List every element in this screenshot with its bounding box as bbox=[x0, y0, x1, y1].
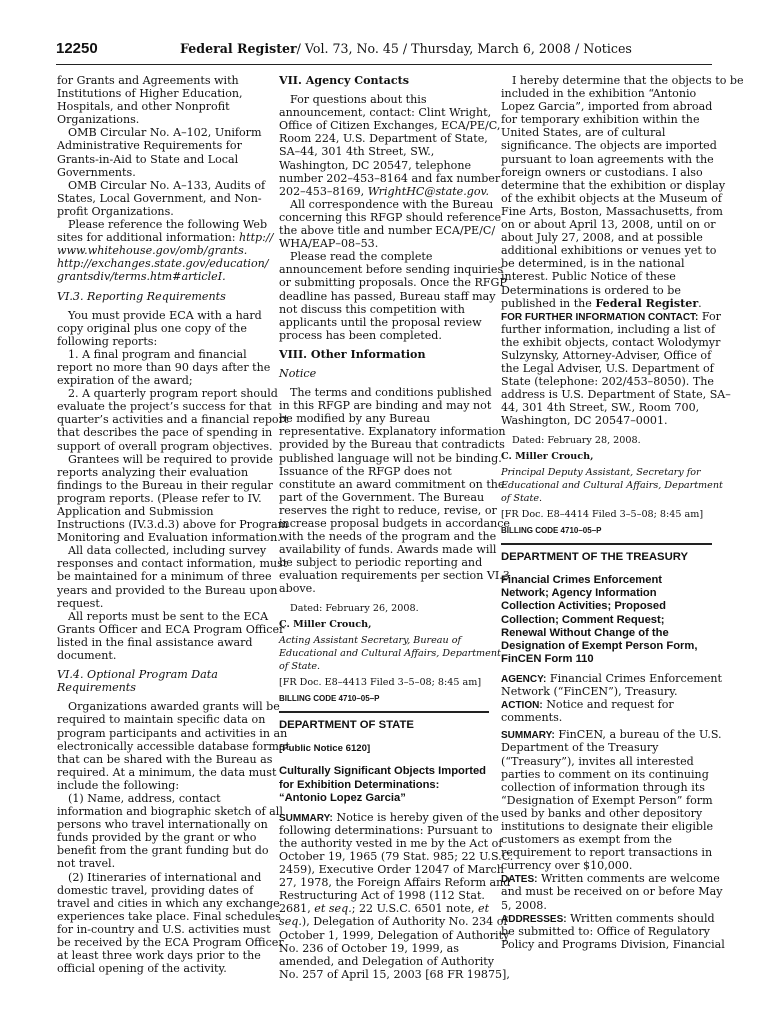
text-line bbox=[501, 297, 712, 310]
text-run: Federal Register bbox=[595, 296, 699, 310]
text-line: State (telephone: 202/453–8050). The bbox=[501, 375, 714, 389]
text-line: comments. bbox=[501, 711, 563, 725]
column-2 bbox=[279, 74, 514, 981]
page-number: 12250 bbox=[56, 40, 98, 57]
text-line: Department of the Treasury bbox=[501, 741, 659, 755]
text-line: document. bbox=[57, 649, 117, 663]
text-line: following determinations: Pursuant to bbox=[279, 823, 493, 837]
text-line: Washington, DC 20547–0001. bbox=[501, 414, 668, 428]
text-line bbox=[501, 309, 721, 323]
text-line: address is U.S. Department of State, SA– bbox=[501, 388, 731, 402]
text-line: copy original plus one copy of the bbox=[57, 321, 247, 335]
text-line bbox=[501, 671, 722, 685]
text-run: Notice and request for bbox=[542, 698, 674, 712]
text-line bbox=[279, 915, 508, 929]
notice-title: Financial Crimes Enforcement bbox=[501, 574, 663, 587]
text-line: for temporary exhibition within the bbox=[501, 113, 700, 127]
text-line: Application and Submission bbox=[57, 505, 214, 518]
text-run: 2681, bbox=[279, 902, 315, 916]
url-link[interactable]: http://exchanges.state.gov/education/ bbox=[57, 257, 269, 271]
text-line: findings to the Bureau in their regular bbox=[57, 478, 273, 492]
divider bbox=[501, 543, 712, 545]
text-line: United States, are of cultural bbox=[501, 126, 666, 140]
header-rule bbox=[56, 64, 712, 65]
text-line: Issuance of the RFGP does not bbox=[279, 464, 452, 478]
text-line: Organizations awarded grants will be bbox=[68, 700, 280, 714]
fr-doc-line: [FR Doc. E8–4413 Filed 3–5–08; 8:45 am] bbox=[279, 677, 482, 689]
journal-name: Federal Register bbox=[180, 41, 297, 56]
text-line: For questions about this bbox=[290, 93, 427, 107]
text-line: I hereby determine that the objects to be bbox=[512, 74, 744, 87]
text-line: representative. Explanatory information bbox=[279, 425, 506, 439]
billing-code: BILLING CODE 4710–05–P bbox=[501, 526, 602, 536]
issue-details: / Vol. 73, No. 45 / Thursday, March 6, 2008 / Notices bbox=[296, 41, 632, 56]
text-line: announcement, contact: Clint Wright, bbox=[279, 106, 492, 120]
text-line: institutions to designate their eligible bbox=[501, 819, 714, 833]
text-line: years and provided to the Bureau upon bbox=[57, 583, 278, 597]
text-line: not discuss this competition with bbox=[279, 302, 465, 316]
text-run: seq. bbox=[279, 915, 302, 929]
field-label: ADDRESSES: bbox=[501, 913, 567, 925]
text-line: that describes the pace of spending in bbox=[57, 426, 273, 440]
text-line: Network (“FinCEN”), Treasury. bbox=[501, 685, 678, 699]
text-line: evaluation requirements per section VI.3 bbox=[279, 569, 510, 583]
text-line: be determined, is in the national bbox=[501, 257, 685, 271]
text-line: Grantees will be required to provide bbox=[68, 452, 273, 466]
text-line: further information, including a list of bbox=[501, 322, 716, 336]
text-line: the above title and number ECA/PE/C/ bbox=[279, 224, 496, 238]
url-link[interactable]: grantsdiv/terms.htm#articleI. bbox=[57, 270, 226, 284]
text-line: funds provided by the grant or who bbox=[57, 831, 257, 845]
text-line: report no more than 90 days after the bbox=[57, 360, 271, 374]
text-line: Grants Officer and ECA Program Officer bbox=[57, 622, 285, 636]
notice-title: Culturally Significant Objects Imported bbox=[279, 765, 486, 778]
text-line: deadline has passed, Bureau staff may bbox=[279, 289, 496, 303]
text-line: You must provide ECA with a hard bbox=[68, 308, 262, 322]
billing-code: BILLING CODE 4710–05–P bbox=[279, 694, 380, 704]
text-line: for in-country and U.S. activities must bbox=[57, 922, 271, 936]
field-label: AGENCY: bbox=[501, 673, 547, 685]
notice-title: FinCEN Form 110 bbox=[501, 652, 594, 665]
text-line: evaluate the project’s success for that bbox=[57, 400, 272, 414]
text-line bbox=[279, 902, 489, 915]
text-line: at least three work days prior to the bbox=[57, 949, 261, 963]
public-notice-number: [Public Notice 6120] bbox=[279, 743, 371, 755]
text-line bbox=[501, 728, 722, 742]
text-line: used by banks and other depository bbox=[501, 806, 703, 820]
text-run: Financial Crimes Enforcement bbox=[546, 671, 722, 685]
text-line: All reports must be sent to the ECA bbox=[68, 609, 269, 623]
text-line: be modified by any Bureau bbox=[279, 412, 431, 426]
text-run: Written comments are welcome bbox=[537, 872, 720, 886]
text-line: travel and cities in which any exchange bbox=[57, 896, 280, 910]
field-label: DATES: bbox=[501, 874, 538, 886]
text-line: be maintained for a minimum of three bbox=[57, 570, 272, 584]
text-line: increase proposal budgets in accordance bbox=[279, 517, 510, 530]
text-line: provided by the Bureau that contradicts bbox=[279, 438, 505, 452]
text-line: support of overall program objectives. bbox=[57, 439, 273, 453]
text-line: interest. Public Notice of these bbox=[501, 270, 676, 284]
text-line: profit Organizations. bbox=[57, 204, 174, 218]
text-line: that can be shared with the Bureau as bbox=[57, 752, 273, 766]
text-line: Restructuring Act of 1998 (112 Stat. bbox=[279, 889, 485, 903]
text-line: Lopez Garcia”, imported from abroad bbox=[501, 100, 713, 114]
text-line: reports analyzing their evaluation bbox=[57, 465, 249, 479]
text-line: (“Treasury”), invites all interested bbox=[501, 754, 694, 768]
subsection-heading: Notice bbox=[279, 366, 317, 380]
text-line: Grants-in-Aid to State and Local bbox=[57, 152, 239, 166]
text-line: Fine Arts, Boston, Massachusetts, from bbox=[501, 204, 723, 218]
text-line: in this RFGP are binding and may not bbox=[279, 399, 492, 413]
text-line: Hospitals, and other Nonprofit bbox=[57, 100, 230, 114]
text-line: requirement to report transactions in bbox=[501, 846, 713, 860]
text-line: be received by the ECA Program Officer bbox=[57, 936, 284, 949]
text-line: 1. A final program and financial bbox=[68, 347, 247, 361]
text-line: Policy and Programs Division, Financial bbox=[501, 937, 725, 951]
field-label: SUMMARY: bbox=[501, 730, 555, 742]
text-line: 2. A quarterly program report should bbox=[68, 387, 278, 401]
text-line: process has been completed. bbox=[279, 328, 442, 342]
text-line: additional exhibitions or venues yet to bbox=[501, 244, 717, 258]
text-line: electronically accessible database format bbox=[57, 739, 290, 753]
text-line: benefit from the grant funding but do bbox=[57, 844, 269, 858]
department-heading: DEPARTMENT OF THE TREASURY bbox=[501, 551, 689, 564]
text-run: . bbox=[698, 296, 702, 310]
text-line: No. 236 of October 19, 1999, as bbox=[279, 941, 459, 955]
url-link[interactable]: http:// bbox=[239, 231, 274, 245]
text-line: Institutions of Higher Education, bbox=[57, 87, 243, 101]
text-line: responses and contact information, must bbox=[57, 557, 288, 571]
text-line: listed in the final assistance award bbox=[57, 635, 253, 649]
text-line: concerning this RFGP should reference bbox=[279, 210, 502, 224]
text-line: the Legal Adviser, U.S. Department of bbox=[501, 362, 714, 376]
text-line: 27, 1978, the Foreign Affairs Reform and bbox=[279, 876, 511, 890]
signer-title: Educational and Cultural Affairs, Department bbox=[279, 647, 501, 659]
text-line: official opening of the activity. bbox=[57, 962, 227, 976]
date-line: Dated: February 26, 2008. bbox=[290, 602, 419, 614]
text-line: above. bbox=[279, 582, 316, 596]
section-heading: Requirements bbox=[57, 681, 136, 695]
signer-title: Educational and Cultural Affairs, Department bbox=[501, 479, 723, 491]
text-line: (2) Itineraries of international and bbox=[68, 870, 262, 884]
notice-title: Network; Agency Information bbox=[501, 587, 657, 600]
fr-doc-line: [FR Doc. E8–4414 Filed 3–5–08; 8:45 am] bbox=[501, 509, 704, 520]
text-line: “Designation of Exempt Person” form bbox=[501, 793, 713, 807]
text-line bbox=[57, 231, 274, 245]
text-line: with the needs of the program and the bbox=[279, 530, 497, 544]
notice-title: Collection; Comment Request; bbox=[501, 613, 665, 626]
text-line: Room 224, U.S. Department of State, bbox=[279, 132, 488, 146]
text-line: or submitting proposals. Once the RFGP bbox=[279, 276, 507, 290]
text-run: sites for additional information: bbox=[57, 231, 239, 245]
text-line: number 202–453–8164 and fax number bbox=[279, 171, 501, 185]
signer-title: of State. bbox=[279, 660, 321, 672]
date-line: Dated: February 28, 2008. bbox=[512, 434, 641, 446]
section-heading: VIII. Other Information bbox=[279, 347, 426, 361]
text-line: be subject to periodic reporting and bbox=[279, 556, 483, 570]
text-line: availability of funds. Awards made will bbox=[279, 543, 497, 557]
text-run: et bbox=[478, 902, 490, 916]
text-line: Governments. bbox=[57, 165, 136, 179]
signer-title: Acting Assistant Secretary, Bureau of bbox=[279, 634, 462, 646]
field-label: FOR FURTHER INFORMATION CONTACT: bbox=[501, 311, 699, 323]
text-line: for Grants and Agreements with bbox=[57, 74, 239, 87]
text-line bbox=[279, 810, 499, 824]
text-line: of the exhibit objects at the Museum of bbox=[501, 191, 722, 205]
text-line: Administrative Requirements for bbox=[57, 139, 242, 153]
text-line: 44, 301 4th Street, SW., Room 700, bbox=[501, 401, 700, 415]
text-line bbox=[501, 698, 712, 711]
notice-title: for Exhibition Determinations: bbox=[279, 778, 440, 791]
text-line: part of the Government. The Bureau bbox=[279, 490, 485, 504]
text-line: October 1, 1999, Delegation of Authority bbox=[279, 928, 510, 942]
text-line: significance. The objects are imported bbox=[501, 139, 717, 153]
text-line: about July 27, 2008, and at possible bbox=[501, 231, 703, 245]
text-line: Washington, DC 20547, telephone bbox=[279, 158, 472, 172]
text-line bbox=[279, 185, 489, 198]
text-line: persons who travel internationally on bbox=[57, 818, 268, 832]
text-line: No. 257 of April 15, 2003 [68 FR 19875], bbox=[279, 967, 510, 981]
text-line: collection of information through its bbox=[501, 780, 705, 794]
text-line: (1) Name, address, contact bbox=[68, 791, 221, 805]
text-line: amended, and Delegation of Authority bbox=[279, 954, 495, 968]
text-line: program reports. (Please refer to IV. bbox=[57, 491, 262, 505]
text-line: October 19, 1965 (79 Stat. 985; 22 U.S.C. bbox=[279, 849, 514, 863]
text-line: required. At a minimum, the data must bbox=[57, 765, 277, 779]
section-heading: VI.3. Reporting Requirements bbox=[57, 289, 226, 303]
email-link[interactable]: WrightHC@state.gov. bbox=[367, 184, 490, 198]
text-run: published in the bbox=[501, 296, 596, 310]
text-line: pursuant to loan agreements with the bbox=[501, 152, 714, 166]
text-line: constitute an award commitment on the bbox=[279, 477, 505, 491]
text-line: and must be received on or before May bbox=[501, 885, 723, 899]
notice-title: “Antonio Lopez Garcia” bbox=[279, 791, 406, 804]
notice-title: Designation of Exempt Person Form, bbox=[501, 639, 698, 652]
text-line: OMB Circular No. A–102, Uniform bbox=[68, 126, 262, 140]
text-run: Notice is hereby given of the bbox=[332, 810, 499, 824]
text-line bbox=[501, 911, 715, 925]
column-3 bbox=[501, 74, 744, 951]
text-run: ), Delegation of Authority No. 234 of bbox=[301, 915, 508, 929]
field-label: ACTION: bbox=[501, 700, 543, 712]
page-header bbox=[56, 40, 712, 60]
signer-title: of State. bbox=[501, 492, 543, 504]
text-line: Office of Citizen Exchanges, ECA/PE/C, bbox=[279, 119, 501, 133]
department-heading: DEPARTMENT OF STATE bbox=[279, 719, 414, 732]
text-line: announcement before sending inquiries bbox=[279, 263, 504, 277]
text-line: be submitted to: Office of Regulatory bbox=[501, 924, 710, 938]
text-line: States, Local Government, and Non- bbox=[57, 191, 262, 205]
text-line: on or about April 13, 2008, until on or bbox=[501, 218, 716, 232]
text-run: ; 22 U.S.C. 6501 note, bbox=[351, 902, 479, 916]
signer-name: C. Miller Crouch, bbox=[501, 450, 594, 462]
text-line: domestic travel, providing dates of bbox=[57, 883, 254, 897]
text-line: parties to comment on its continuing bbox=[501, 767, 709, 781]
text-line: included in the exhibition “Antonio bbox=[501, 87, 697, 101]
section-heading: VII. Agency Contacts bbox=[279, 74, 409, 87]
text-line: Monitoring and Evaluation information. bbox=[57, 531, 281, 545]
text-run: et seq. bbox=[314, 902, 352, 916]
text-line: Instructions (IV.3.d.3) above for Program bbox=[57, 518, 289, 532]
text-line: program participants and activities in an bbox=[57, 726, 288, 740]
text-line: customers as exempt from the bbox=[501, 833, 672, 847]
text-run: Written comments should bbox=[566, 911, 715, 925]
text-line: All data collected, including survey bbox=[68, 544, 267, 558]
text-line: The terms and conditions published bbox=[290, 386, 492, 400]
text-line: not travel. bbox=[57, 857, 116, 871]
text-line: Please read the complete bbox=[290, 250, 433, 264]
text-line: 2459), Executive Order 12047 of March bbox=[279, 863, 504, 877]
url-link[interactable]: www.whitehouse.gov/omb/grants. bbox=[57, 244, 248, 258]
text-line: SA–44, 301 4th Street, SW., bbox=[279, 145, 435, 159]
field-label: SUMMARY: bbox=[279, 812, 333, 824]
text-line: OMB Circular No. A–133, Audits of bbox=[68, 178, 266, 192]
text-line: include the following: bbox=[57, 778, 180, 792]
text-line: All correspondence with the Bureau bbox=[290, 197, 494, 211]
text-line: following reports: bbox=[57, 334, 158, 348]
text-run: FinCEN, a bureau of the U.S. bbox=[554, 728, 722, 742]
text-line: request. bbox=[57, 596, 104, 610]
text-line: published language will not be binding. bbox=[279, 451, 502, 465]
text-line: currency over $10,000. bbox=[501, 859, 633, 873]
text-line: determine that the exhibition or display bbox=[501, 178, 726, 192]
text-line: expiration of the award; bbox=[57, 374, 193, 388]
divider bbox=[279, 711, 489, 713]
running-head bbox=[180, 41, 632, 56]
text-line: information and biographic sketch of all bbox=[57, 805, 283, 819]
text-line: Organizations. bbox=[57, 113, 140, 127]
text-line bbox=[501, 872, 720, 886]
text-line: Determinations is ordered to be bbox=[501, 283, 681, 297]
section-heading: VI.4. Optional Program Data bbox=[57, 668, 218, 682]
text-line: foreign owners or custodians. I also bbox=[501, 165, 703, 179]
column-1 bbox=[57, 74, 290, 976]
text-line: Sulzynsky, Attorney-Adviser, Office of bbox=[501, 348, 712, 362]
text-run: 202–453–8169, bbox=[279, 184, 368, 198]
text-line: experiences take place. Final schedules bbox=[57, 909, 281, 923]
text-line: required to maintain specific data on bbox=[57, 713, 266, 727]
text-line: the exhibit objects, contact Wolodymyr bbox=[501, 335, 721, 349]
notice-title: Collection Activities; Proposed bbox=[501, 600, 666, 613]
signer-name: C. Miller Crouch, bbox=[279, 618, 372, 630]
text-line: Please reference the following Web bbox=[68, 218, 268, 232]
signer-title: Principal Deputy Assistant, Secretary for bbox=[501, 466, 701, 478]
text-line: WHA/EAP–08–53. bbox=[279, 237, 379, 251]
text-line: the authority vested in me by the Act of bbox=[279, 836, 503, 850]
notice-title: Renewal Without Change of the bbox=[501, 626, 669, 639]
text-line: applicants until the proposal review bbox=[279, 315, 482, 329]
text-line: reserves the right to reduce, revise, or bbox=[279, 503, 497, 517]
text-run: For bbox=[698, 309, 721, 323]
text-line: quarter’s activities and a financial report bbox=[57, 413, 289, 427]
text-line: 5, 2008. bbox=[501, 898, 547, 912]
